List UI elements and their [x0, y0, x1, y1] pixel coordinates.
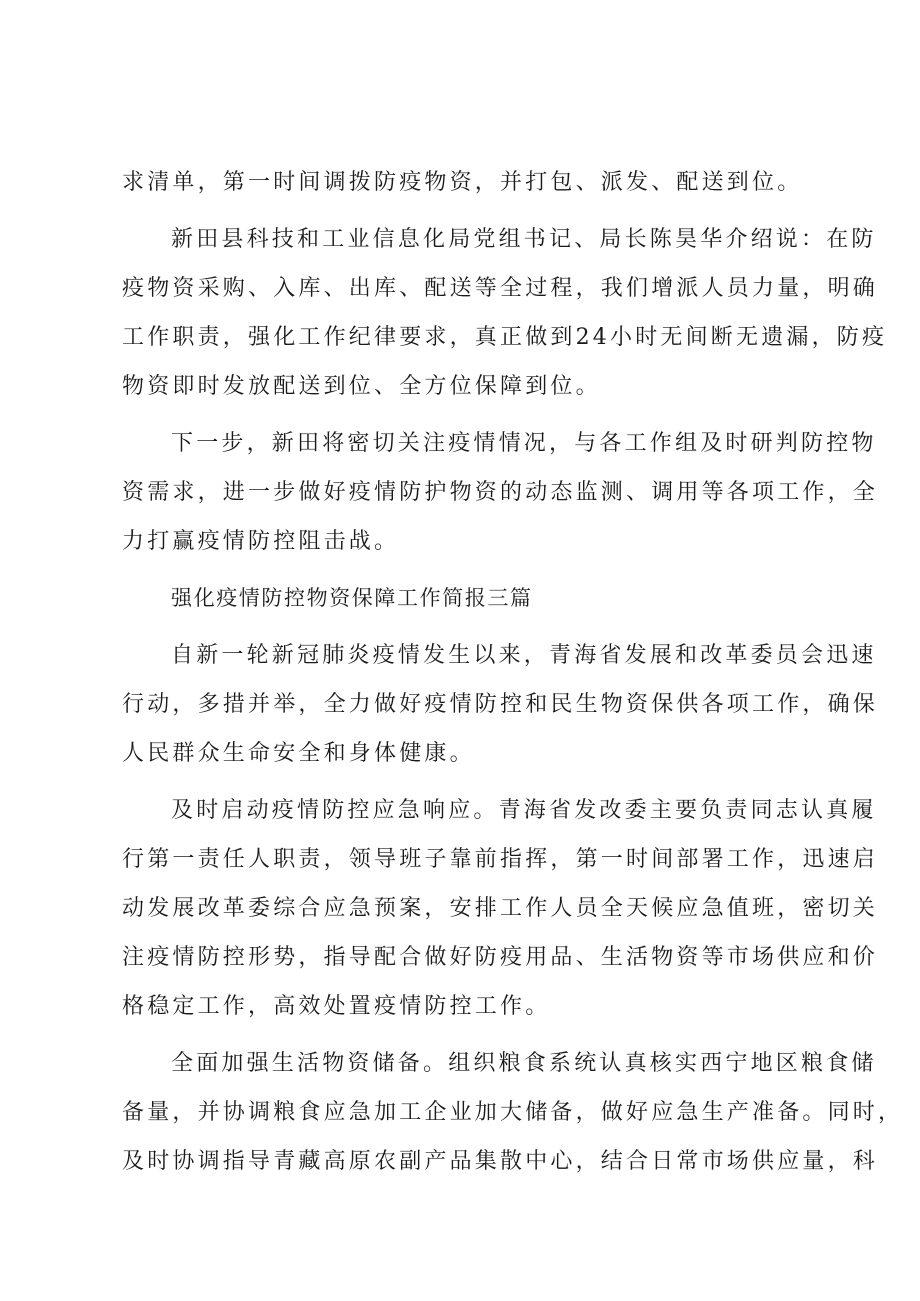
text-line: 备量，并协调粮食应急加工企业加大储备，做好应急生产准备。同时， — [122, 1100, 904, 1125]
paragraph-continuation — [122, 158, 828, 207]
text-line: 行动，多措并举，全力做好疫情防控和民生物资保供各项工作，确保 — [122, 692, 879, 717]
text-line: 力打赢疫情防控阻击战。 — [122, 529, 400, 554]
paragraph-next-steps — [122, 419, 879, 566]
document-body — [122, 158, 904, 1194]
text-line: 全面加强生活物资储备。组织粮食系统认真核实西宁地区粮食储 — [171, 1051, 877, 1076]
text-line: 疫物资采购、入库、出库、配送等全过程，我们增派人员力量，明确 — [122, 276, 879, 301]
paragraph-xintian-official-quote — [122, 215, 888, 411]
paragraph-supply-reserve — [122, 1039, 904, 1186]
text-line: 格稳定工作，高效处置疫情防控工作。 — [122, 994, 551, 1019]
text-line: 动发展改革委综合应急预案，安排工作人员全天候应急值班，密切关 — [122, 896, 879, 921]
text-line: 自新一轮新冠肺炎疫情发生以来，青海省发展和改革委员会迅速 — [171, 643, 877, 668]
text-line: 及时协调指导青藏高原农副产品集散中心，结合日常市场供应量，科 — [122, 1149, 879, 1174]
text-line: 行第一责任人职责，领导班子靠前指挥，第一时间部署工作，迅速启 — [122, 847, 879, 872]
text-line: 注疫情防控形势，指导配合做好防疫用品、生活物资等市场供应和价 — [122, 945, 879, 970]
text-line: 资需求，进一步做好疫情防护物资的动态监测、调用等各项工作，全 — [122, 480, 879, 505]
text-line: 物资即时发放配送到位、全方位保障到位。 — [122, 374, 601, 399]
text-line: 及时启动疫情防控应急响应。青海省发改委主要负责同志认真履 — [171, 798, 877, 823]
text-line: 人民群众生命安全和身体健康。 — [122, 741, 475, 766]
text-line: 求清单，第一时间调拨防疫物资，并打包、派发、配送到位。 — [122, 170, 803, 195]
text-line: 下一步，新田将密切关注疫情情况，与各工作组及时研判防控物 — [171, 431, 877, 456]
text-line: 工作职责，强化工作纪律要求，真正做到24小时无间断无遗漏，防疫 — [122, 325, 888, 350]
text-line: 新田县科技和工业信息化局党组书记、局长陈昊华介绍说：在防 — [171, 227, 877, 252]
section-heading: 强化疫情防控物资保障工作简报三篇 — [171, 586, 533, 610]
paragraph-emergency-response — [122, 786, 879, 1031]
paragraph-qinghai-intro — [122, 631, 879, 778]
